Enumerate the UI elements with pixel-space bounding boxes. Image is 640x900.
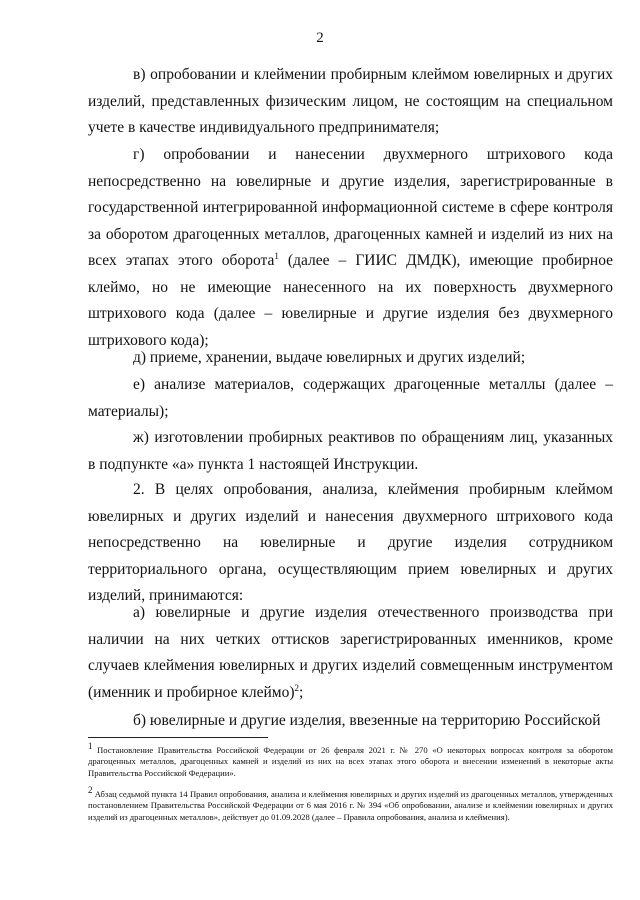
footnote-ref-1: 1	[274, 250, 279, 261]
page-number: 2	[316, 30, 324, 46]
paragraph-zh: ж) изготовлении пробирных реактивов по обращениям лиц, указанных в подпункте «а» пункта 1 настоящей Инструкции.	[88, 429, 613, 473]
footnote-ref-2: 2	[294, 682, 299, 693]
paragraph-b: б) ювелирные и другие изделия, ввезенные на территорию Российской	[133, 712, 601, 729]
paragraph-a: а) ювелирные и другие изделия отечественного производства при наличии на них четких оттисков зарегистрированных именников, кроме случаев клеймения ювелирных и других изделий совмещенным инструментом (именник и пробирное клеймо)$^2$;	[88, 604, 613, 701]
footnote-1: $^1$ Постановление Правительства Российской Федерации от 26 февраля 2021 г. № 270 «О некоторых вопросах контроля за оборотом драгоценных металлов, драгоценных камней и изделий из них на всех этапах этого оборота и внесении изменений в некоторые акты Правительства Российской Федерации».	[88, 741, 613, 778]
footnote-mark: 1	[88, 741, 93, 752]
paragraph-g: г) опробовании и нанесении двухмерного штрихового кода непосредственно на ювелирные и другие изделия, зарегистрированные в государственной интегрированной информационной системе в сфере контроля за оборотом драгоценных металлов, драгоценных камней и изделий из них на всех этапах этого оборота$^1$ (далее – ГИИС ДМДК), имеющие пробирное клеймо, но не имеющие нанесенного на их поверхность двухмерного штрихового кода (далее – ювелирные и другие изделия без двухмерного штрихового кода);	[88, 146, 614, 349]
paragraph-d: д) приеме, хранении, выдаче ювелирных и других изделий;	[133, 349, 526, 366]
paragraph-e: е) анализе материалов, содержащих драгоценные металлы (далее – материалы);	[88, 376, 613, 420]
footnote-2: $^2$ Абзац седьмой пункта 14 Правил опробования, анализа и клеймения ювелирных и других изделий из драгоценных металлов, утвержденных постановлением Правительства Российской Федерации от 6 мая 2016 г. № 394 «Об опробовании, анализе и клеймении ювелирных и других изделий из драгоценных металлов», действует до 01.09.2028 (далее – Правила опробования, анализа и клеймения).	[88, 785, 613, 822]
paragraph-v: в) опробовании и клеймении пробирным клеймом ювелирных и других изделий, представленных физическим лицом, не состоящим на специальном учете в качестве индивидуального предпринимателя;	[88, 66, 613, 136]
paragraph-point-2: 2. В целях опробования, анализа, клеймения пробирным клеймом ювелирных и других изделий и нанесения двухмерного штрихового кода непосредственно на ювелирные и другие изделия сотрудником территориального органа, осуществляющим прием ювелирных и других изделий, принимаются:	[88, 481, 613, 604]
footnote-divider	[88, 737, 268, 738]
footnote-mark: 2	[88, 785, 93, 796]
